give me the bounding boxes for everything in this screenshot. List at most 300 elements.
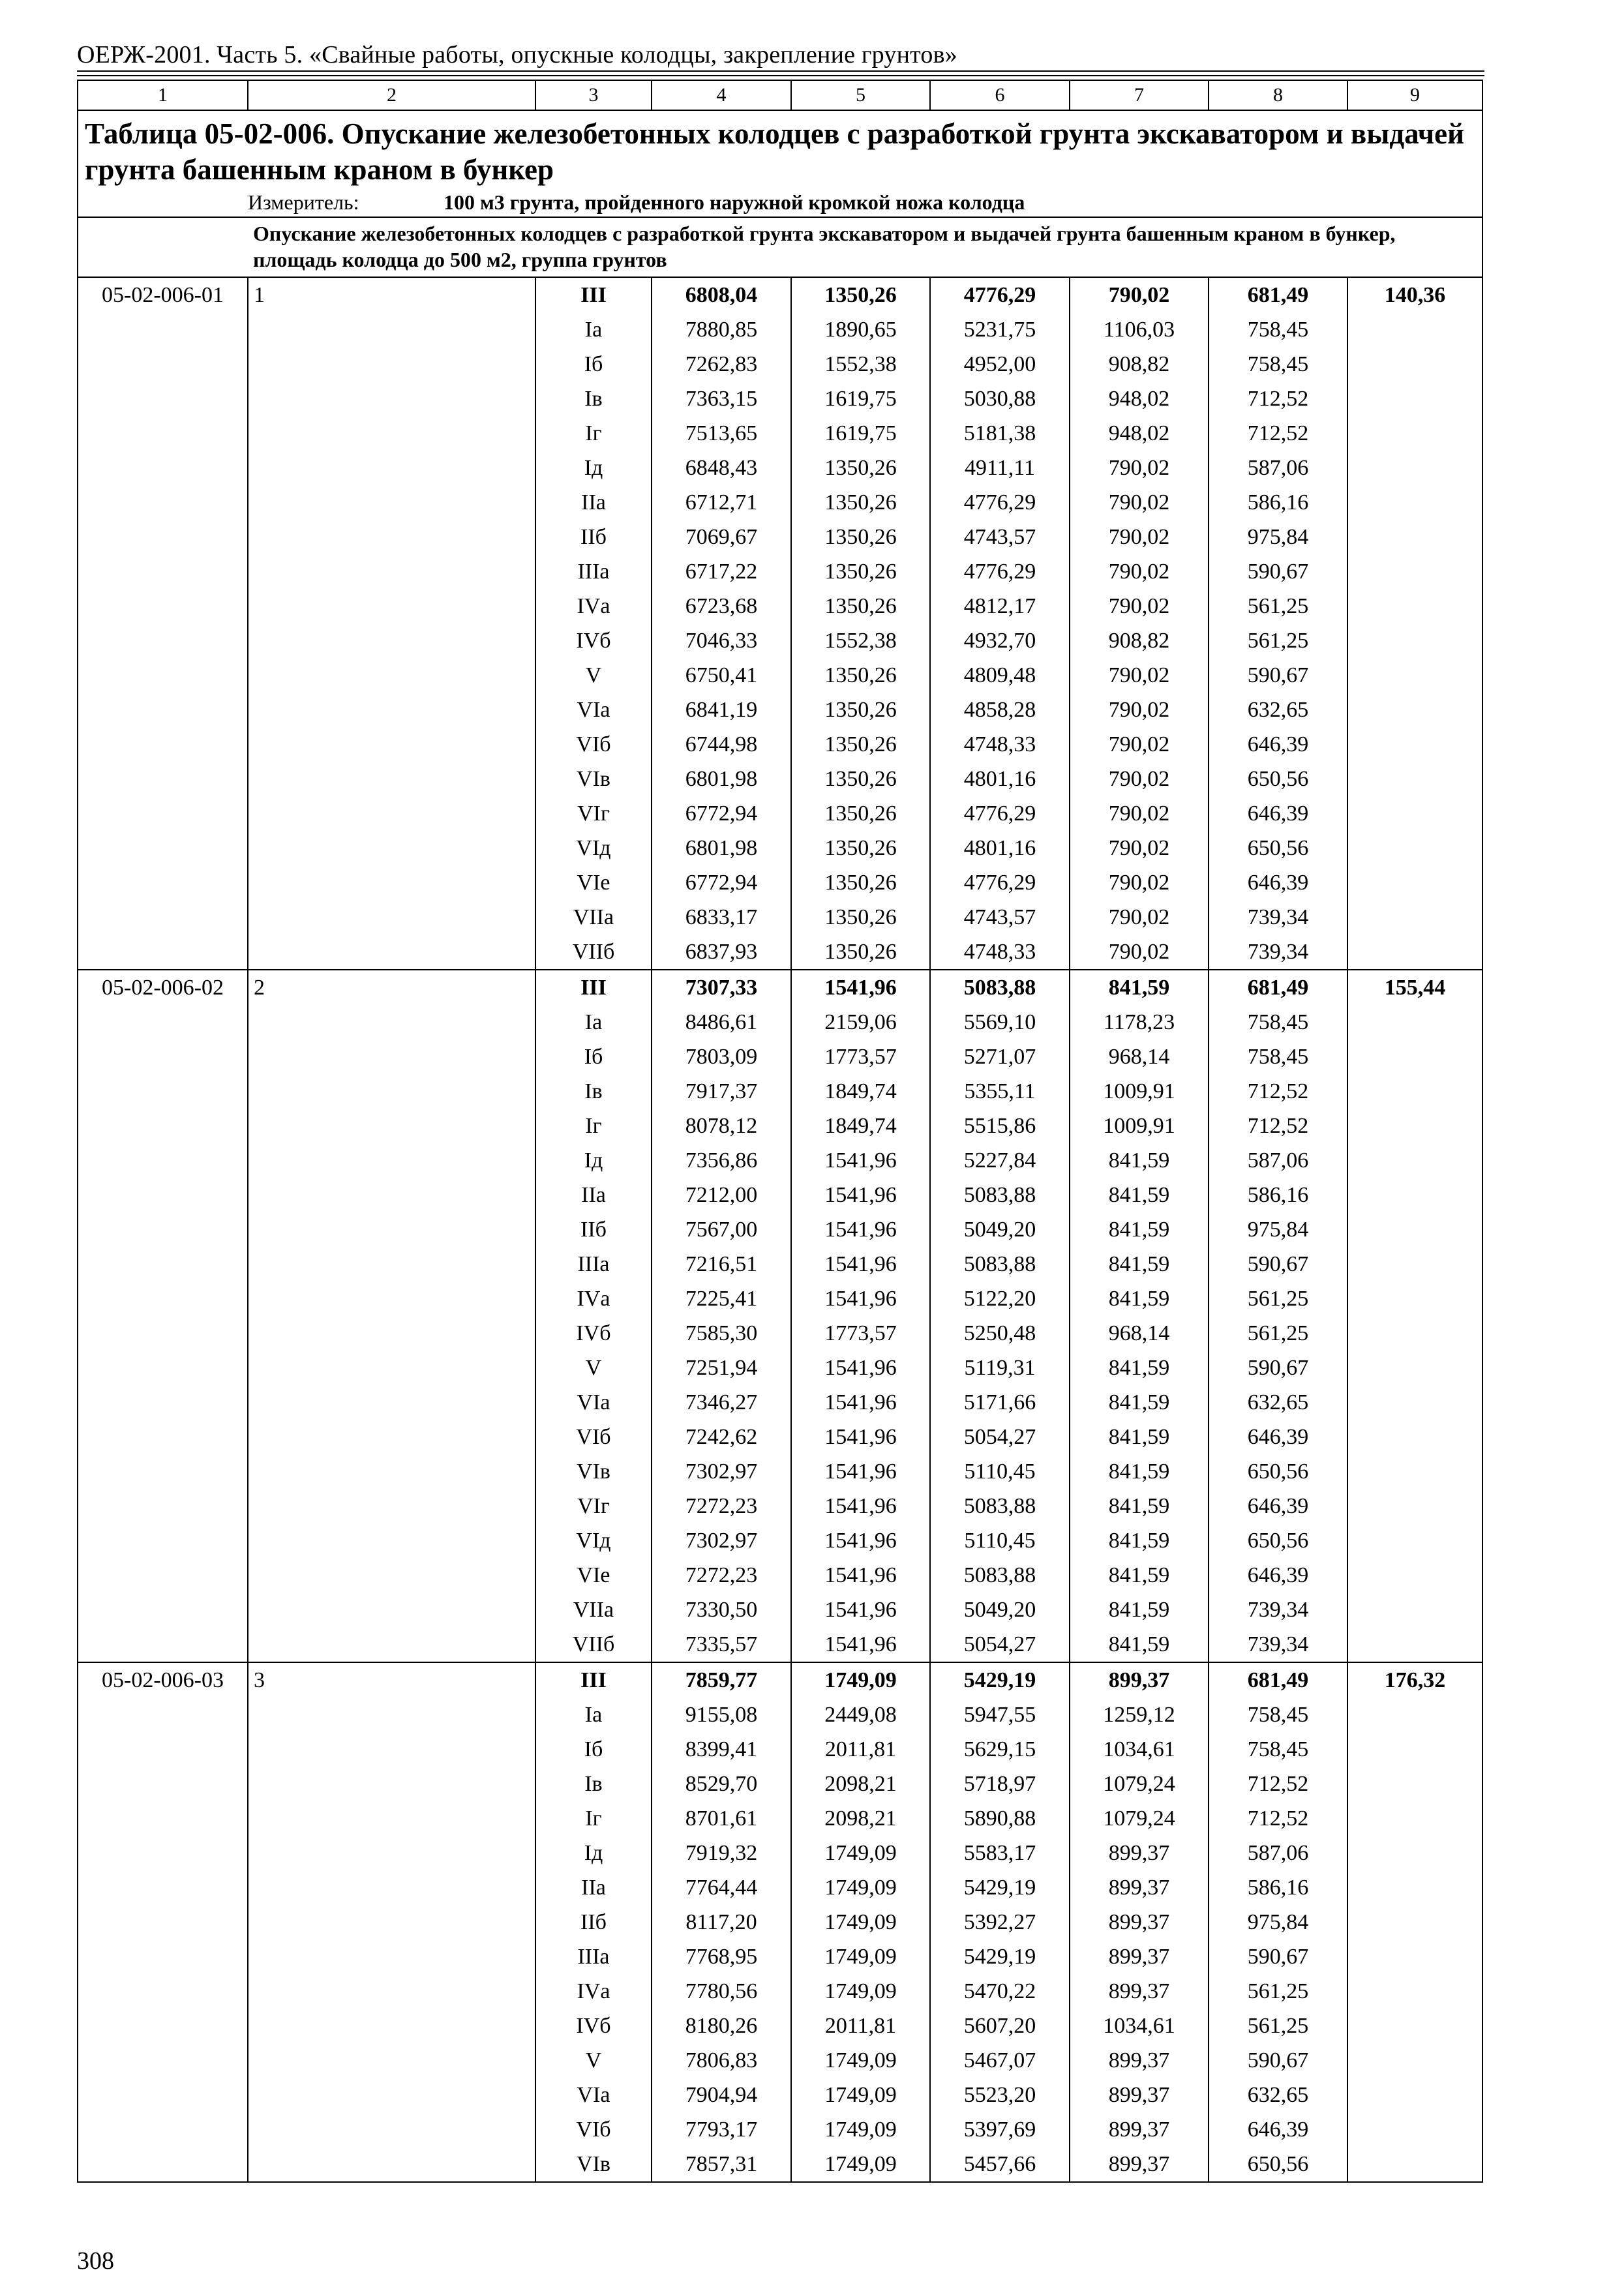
value-cell: 899,37 (1070, 1662, 1209, 1698)
value-cell: 2011,81 (791, 1732, 930, 1767)
table-row (78, 623, 1482, 658)
value-cell: 1541,96 (791, 970, 930, 1005)
value-cell: 899,37 (1070, 2112, 1209, 2147)
rate-code (78, 520, 248, 554)
value-cell: 5171,66 (930, 1385, 1070, 1420)
value-cell: 899,37 (1070, 1939, 1209, 1974)
value-cell: 841,59 (1070, 1558, 1209, 1593)
value-cell: 2098,21 (791, 1801, 930, 1836)
table-row (78, 1905, 1482, 1939)
value-cell: 6750,41 (652, 658, 791, 693)
value-cell: 5583,17 (930, 1836, 1070, 1870)
soil-group: VIIб (535, 1627, 652, 1662)
header-rule-bottom (77, 75, 1484, 76)
value-cell: 7302,97 (652, 1454, 791, 1489)
rate-number (248, 1074, 535, 1109)
table-row (78, 1143, 1482, 1178)
column-number: 3 (535, 80, 652, 110)
value-cell: 5049,20 (930, 1212, 1070, 1247)
value-cell: 587,06 (1209, 1143, 1347, 1178)
value-cell: 1350,26 (791, 554, 930, 589)
value-cell: 7069,67 (652, 520, 791, 554)
index-cell (1347, 1489, 1482, 1523)
rate-code (78, 1801, 248, 1836)
rate-number (248, 554, 535, 589)
rate-code (78, 2009, 248, 2043)
table-row (78, 727, 1482, 762)
value-cell: 841,59 (1070, 1420, 1209, 1454)
index-cell (1347, 1974, 1482, 2009)
table-row (78, 1454, 1482, 1489)
soil-group: Iг (535, 1109, 652, 1143)
table-row (78, 2078, 1482, 2112)
value-cell: 5083,88 (930, 1178, 1070, 1212)
rate-number (248, 416, 535, 451)
value-cell: 646,39 (1209, 796, 1347, 831)
table-row (78, 1178, 1482, 1212)
rate-number (248, 1627, 535, 1662)
index-cell (1347, 312, 1482, 347)
value-cell: 646,39 (1209, 1489, 1347, 1523)
rate-code (78, 1109, 248, 1143)
value-cell: 1541,96 (791, 1143, 930, 1178)
value-cell: 899,37 (1070, 2078, 1209, 2112)
value-cell: 1541,96 (791, 1420, 930, 1454)
value-cell: 4932,70 (930, 623, 1070, 658)
table-row (78, 2009, 1482, 2043)
value-cell: 590,67 (1209, 658, 1347, 693)
soil-group: IVб (535, 2009, 652, 2043)
soil-group: V (535, 2043, 652, 2078)
table-row (78, 277, 1482, 312)
value-cell: 2159,06 (791, 1005, 930, 1040)
value-cell: 1749,09 (791, 1870, 930, 1905)
rate-code (78, 2043, 248, 2078)
rate-code (78, 658, 248, 693)
rate-code (78, 554, 248, 589)
index-cell (1347, 1420, 1482, 1454)
value-cell: 5718,97 (930, 1767, 1070, 1801)
value-cell: 5227,84 (930, 1143, 1070, 1178)
value-cell: 790,02 (1070, 796, 1209, 831)
value-cell: 968,14 (1070, 1316, 1209, 1351)
value-cell: 590,67 (1209, 2043, 1347, 2078)
column-number: 8 (1209, 80, 1347, 110)
soil-group: VIб (535, 1420, 652, 1454)
value-cell: 4952,00 (930, 347, 1070, 382)
value-cell: 9155,08 (652, 1698, 791, 1732)
value-cell: 841,59 (1070, 1212, 1209, 1247)
column-number: 6 (930, 80, 1070, 110)
value-cell: 899,37 (1070, 1974, 1209, 2009)
value-cell: 7307,33 (652, 970, 791, 1005)
rate-number: 1 (248, 277, 535, 312)
soil-group: V (535, 658, 652, 693)
soil-group: VIв (535, 1454, 652, 1489)
rate-code (78, 1212, 248, 1247)
soil-group: IIа (535, 1178, 652, 1212)
value-cell: 650,56 (1209, 2147, 1347, 2182)
value-cell: 1541,96 (791, 1212, 930, 1247)
value-cell: 1178,23 (1070, 1005, 1209, 1040)
index-cell: 155,44 (1347, 970, 1482, 1005)
index-cell (1347, 1454, 1482, 1489)
table-row (78, 1074, 1482, 1109)
soil-group: IVб (535, 1316, 652, 1351)
index-cell (1347, 1767, 1482, 1801)
rate-code (78, 1870, 248, 1905)
soil-group: VIб (535, 727, 652, 762)
value-cell: 650,56 (1209, 1454, 1347, 1489)
value-cell: 1541,96 (791, 1627, 930, 1662)
table-row (78, 382, 1482, 416)
value-cell: 1541,96 (791, 1454, 930, 1489)
index-cell (1347, 1558, 1482, 1593)
value-cell: 7567,00 (652, 1212, 791, 1247)
soil-group: IIа (535, 1870, 652, 1905)
value-cell: 681,49 (1209, 1662, 1347, 1698)
soil-group: VIIб (535, 935, 652, 970)
value-cell: 712,52 (1209, 416, 1347, 451)
table-row (78, 1801, 1482, 1836)
rate-number (248, 2009, 535, 2043)
value-cell: 7917,37 (652, 1074, 791, 1109)
soil-group: V (535, 1351, 652, 1385)
value-cell: 6837,93 (652, 935, 791, 970)
value-cell: 590,67 (1209, 1351, 1347, 1385)
value-cell: 841,59 (1070, 1627, 1209, 1662)
rate-code (78, 2078, 248, 2112)
value-cell: 7585,30 (652, 1316, 791, 1351)
value-cell: 758,45 (1209, 312, 1347, 347)
soil-group: IIIа (535, 554, 652, 589)
value-cell: 561,25 (1209, 623, 1347, 658)
value-cell: 7225,41 (652, 1281, 791, 1316)
index-cell (1347, 347, 1482, 382)
value-cell: 790,02 (1070, 658, 1209, 693)
index-cell (1347, 2078, 1482, 2112)
table-row (78, 900, 1482, 935)
value-cell: 1350,26 (791, 727, 930, 762)
value-cell: 650,56 (1209, 1523, 1347, 1558)
value-cell: 758,45 (1209, 1698, 1347, 1732)
value-cell: 5054,27 (930, 1420, 1070, 1454)
index-cell (1347, 1109, 1482, 1143)
table-row (78, 589, 1482, 623)
value-cell: 1350,26 (791, 451, 930, 485)
index-cell (1347, 589, 1482, 623)
value-cell: 7904,94 (652, 2078, 791, 2112)
value-cell: 1350,26 (791, 935, 930, 970)
rate-number (248, 900, 535, 935)
table-row (78, 1939, 1482, 1974)
index-cell (1347, 485, 1482, 520)
index-cell: 140,36 (1347, 277, 1482, 312)
value-cell: 587,06 (1209, 451, 1347, 485)
value-cell: 6801,98 (652, 762, 791, 796)
value-cell: 1079,24 (1070, 1767, 1209, 1801)
rate-number (248, 382, 535, 416)
rate-code (78, 623, 248, 658)
value-cell: 1749,09 (791, 1974, 930, 2009)
value-cell: 632,65 (1209, 2078, 1347, 2112)
soil-group: Iв (535, 1074, 652, 1109)
value-cell: 7793,17 (652, 2112, 791, 2147)
value-cell: 790,02 (1070, 485, 1209, 520)
value-cell: 7272,23 (652, 1489, 791, 1523)
value-cell: 6744,98 (652, 727, 791, 762)
rate-code (78, 1385, 248, 1420)
rate-number (248, 1109, 535, 1143)
value-cell: 7346,27 (652, 1385, 791, 1420)
value-cell: 841,59 (1070, 970, 1209, 1005)
rate-number (248, 762, 535, 796)
value-cell: 5083,88 (930, 1558, 1070, 1593)
soil-group: VIа (535, 1385, 652, 1420)
soil-group: VIд (535, 1523, 652, 1558)
value-cell: 975,84 (1209, 520, 1347, 554)
value-cell: 790,02 (1070, 451, 1209, 485)
rate-code (78, 1974, 248, 2009)
rate-code (78, 693, 248, 727)
value-cell: 4776,29 (930, 796, 1070, 831)
rate-code: 05-02-006-02 (78, 970, 248, 1005)
rate-code (78, 1627, 248, 1662)
value-cell: 1749,09 (791, 1905, 930, 1939)
rate-number (248, 2112, 535, 2147)
rate-number (248, 520, 535, 554)
rate-code (78, 1905, 248, 1939)
value-cell: 7513,65 (652, 416, 791, 451)
table-row (78, 520, 1482, 554)
value-cell: 948,02 (1070, 416, 1209, 451)
value-cell: 712,52 (1209, 1074, 1347, 1109)
column-number: 7 (1070, 80, 1209, 110)
value-cell: 5083,88 (930, 1247, 1070, 1281)
index-cell (1347, 658, 1482, 693)
value-cell: 5054,27 (930, 1627, 1070, 1662)
rate-code (78, 1489, 248, 1523)
value-cell: 4911,11 (930, 451, 1070, 485)
value-cell: 5250,48 (930, 1316, 1070, 1351)
value-cell: 6712,71 (652, 485, 791, 520)
index-cell (1347, 1836, 1482, 1870)
rate-number (248, 796, 535, 831)
value-cell: 1106,03 (1070, 312, 1209, 347)
value-cell: 790,02 (1070, 554, 1209, 589)
table-row (78, 1974, 1482, 2009)
rate-number (248, 1870, 535, 1905)
value-cell: 4776,29 (930, 277, 1070, 312)
value-cell: 7859,77 (652, 1662, 791, 1698)
table-row (78, 1040, 1482, 1074)
rate-number (248, 1593, 535, 1627)
index-cell (1347, 1143, 1482, 1178)
value-cell: 790,02 (1070, 693, 1209, 727)
index-cell (1347, 1870, 1482, 1905)
rate-number (248, 1212, 535, 1247)
value-cell: 5467,07 (930, 2043, 1070, 2078)
value-cell: 790,02 (1070, 900, 1209, 935)
index-cell (1347, 1212, 1482, 1247)
value-cell: 7242,62 (652, 1420, 791, 1454)
value-cell: 1350,26 (791, 796, 930, 831)
value-cell: 7262,83 (652, 347, 791, 382)
soil-group: VIIа (535, 900, 652, 935)
rate-code (78, 1178, 248, 1212)
soil-group: IVа (535, 1974, 652, 2009)
value-cell: 5392,27 (930, 1905, 1070, 1939)
value-cell: 7363,15 (652, 382, 791, 416)
soil-group: Iв (535, 382, 652, 416)
value-cell: 8078,12 (652, 1109, 791, 1143)
value-cell: 5122,20 (930, 1281, 1070, 1316)
index-cell (1347, 1385, 1482, 1420)
value-cell: 5890,88 (930, 1801, 1070, 1836)
soil-group: VIг (535, 1489, 652, 1523)
column-number: 2 (248, 80, 535, 110)
soil-group: Iг (535, 416, 652, 451)
soil-group: Iб (535, 1040, 652, 1074)
index-cell (1347, 451, 1482, 485)
soil-group: Iа (535, 1698, 652, 1732)
value-cell: 758,45 (1209, 1005, 1347, 1040)
rate-number (248, 451, 535, 485)
measure-label: Измеритель: (248, 190, 359, 214)
value-cell: 2449,08 (791, 1698, 930, 1732)
value-cell: 899,37 (1070, 2147, 1209, 2182)
value-cell: 6801,98 (652, 831, 791, 865)
value-cell: 7251,94 (652, 1351, 791, 1385)
table-row (78, 1698, 1482, 1732)
index-cell (1347, 2112, 1482, 2147)
rate-code (78, 1593, 248, 1627)
rate-number (248, 312, 535, 347)
column-number: 1 (78, 80, 248, 110)
value-cell: 7764,44 (652, 1870, 791, 1905)
value-cell: 1350,26 (791, 277, 930, 312)
value-cell: 712,52 (1209, 1767, 1347, 1801)
rate-number (248, 1040, 535, 1074)
index-cell (1347, 831, 1482, 865)
value-cell: 5515,86 (930, 1109, 1070, 1143)
value-cell: 2011,81 (791, 2009, 930, 2043)
soil-group: Iд (535, 1836, 652, 1870)
value-cell: 4812,17 (930, 589, 1070, 623)
table-row (78, 935, 1482, 970)
value-cell: 1552,38 (791, 623, 930, 658)
soil-group: VIе (535, 865, 652, 900)
rate-number (248, 2147, 535, 2182)
table-row (78, 1420, 1482, 1454)
value-cell: 1552,38 (791, 347, 930, 382)
table-row (78, 1109, 1482, 1143)
value-cell: 632,65 (1209, 693, 1347, 727)
value-cell: 1773,57 (791, 1040, 930, 1074)
table-row (78, 1385, 1482, 1420)
index-cell (1347, 520, 1482, 554)
value-cell: 1350,26 (791, 693, 930, 727)
value-cell: 5947,55 (930, 1698, 1070, 1732)
table-row (78, 1732, 1482, 1767)
value-cell: 586,16 (1209, 1870, 1347, 1905)
rate-number (248, 1698, 535, 1732)
value-cell: 4776,29 (930, 485, 1070, 520)
value-cell: 790,02 (1070, 589, 1209, 623)
table-row (78, 1662, 1482, 1698)
rate-code (78, 589, 248, 623)
table-row (78, 658, 1482, 693)
rate-code (78, 1005, 248, 1040)
soil-group: III (535, 277, 652, 312)
value-cell: 5181,38 (930, 416, 1070, 451)
value-cell: 632,65 (1209, 1385, 1347, 1420)
rate-number (248, 1558, 535, 1593)
index-cell (1347, 1523, 1482, 1558)
table-row (78, 1627, 1482, 1662)
value-cell: 1350,26 (791, 831, 930, 865)
value-cell: 841,59 (1070, 1593, 1209, 1627)
index-cell (1347, 1732, 1482, 1767)
value-cell: 1619,75 (791, 382, 930, 416)
table-row (78, 2043, 1482, 2078)
value-cell: 790,02 (1070, 831, 1209, 865)
soil-group: Iд (535, 451, 652, 485)
value-cell: 5083,88 (930, 1489, 1070, 1523)
value-cell: 646,39 (1209, 2112, 1347, 2147)
table-title-row (78, 110, 1482, 217)
value-cell: 7919,32 (652, 1836, 791, 1870)
value-cell: 1849,74 (791, 1074, 930, 1109)
rate-number (248, 831, 535, 865)
rate-code (78, 1316, 248, 1351)
value-cell: 841,59 (1070, 1489, 1209, 1523)
index-cell (1347, 900, 1482, 935)
value-cell: 8117,20 (652, 1905, 791, 1939)
value-cell: 758,45 (1209, 1040, 1347, 1074)
value-cell: 8701,61 (652, 1801, 791, 1836)
table-row (78, 485, 1482, 520)
soil-group: VIв (535, 762, 652, 796)
value-cell: 6833,17 (652, 900, 791, 935)
rate-code (78, 1074, 248, 1109)
value-cell: 712,52 (1209, 1801, 1347, 1836)
index-cell (1347, 1247, 1482, 1281)
value-cell: 6723,68 (652, 589, 791, 623)
description-cell (78, 217, 1482, 277)
rate-code (78, 451, 248, 485)
value-cell: 590,67 (1209, 1939, 1347, 1974)
value-cell: 790,02 (1070, 277, 1209, 312)
rate-code (78, 796, 248, 831)
rate-number (248, 693, 535, 727)
rate-number (248, 1454, 535, 1489)
soil-group: IIа (535, 485, 652, 520)
value-cell: 1749,09 (791, 2043, 930, 2078)
value-cell: 586,16 (1209, 485, 1347, 520)
rate-code (78, 1732, 248, 1767)
soil-group: VIд (535, 831, 652, 865)
value-cell: 5523,20 (930, 2078, 1070, 2112)
rate-number (248, 1489, 535, 1523)
index-cell (1347, 1281, 1482, 1316)
value-cell: 4801,16 (930, 831, 1070, 865)
soil-group: III (535, 1662, 652, 1698)
index-cell (1347, 762, 1482, 796)
table-row (78, 1212, 1482, 1247)
value-cell: 646,39 (1209, 1558, 1347, 1593)
rate-number (248, 1178, 535, 1212)
